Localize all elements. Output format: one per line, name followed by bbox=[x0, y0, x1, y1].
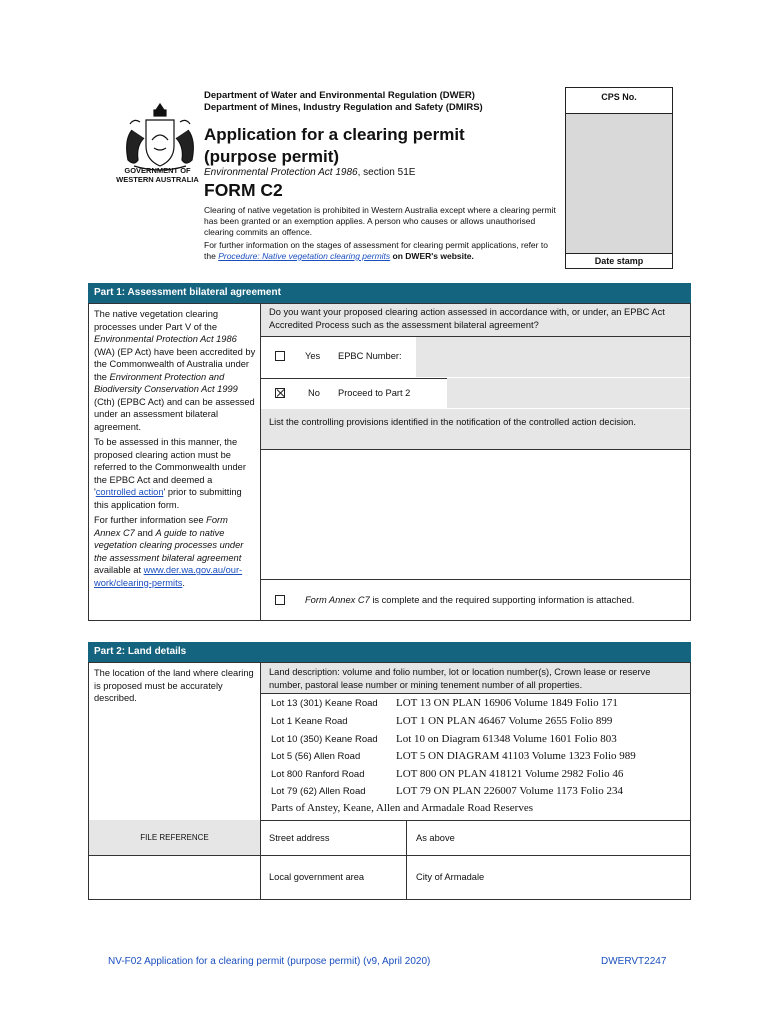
lot-name: Lot 5 (56) Allen Road bbox=[271, 751, 361, 762]
part1-header: Part 1: Assessment bilateral agreement bbox=[88, 283, 691, 303]
form-number: FORM C2 bbox=[204, 180, 283, 200]
lot-name: Lot 1 Keane Road bbox=[271, 716, 348, 727]
lga-row: Local government area City of Armadale bbox=[261, 855, 690, 900]
land-description-field[interactable] bbox=[261, 694, 690, 821]
clearing-permits-link[interactable]: www.der.wa.gov.au/our-work/clearing-permits bbox=[94, 565, 243, 588]
date-stamp-label: Date stamp bbox=[566, 253, 672, 268]
footer-form-id: NV-F02 Application for a clearing permit (purpose permit) (v9, April 2020) bbox=[108, 956, 431, 967]
act-reference: Environmental Protection Act 1986, section 51E bbox=[204, 167, 416, 178]
lot-detail: LOT 800 ON PLAN 418121 Volume 2982 Folio 46 bbox=[396, 768, 624, 780]
lot-detail: LOT 79 ON PLAN 226007 Volume 1173 Folio 234 bbox=[396, 785, 623, 797]
land-description-label: Land description: volume and folio number, lot or location number(s), Crown lease or reserve number, pastoral lease number or mining tenement number of all properties. bbox=[261, 663, 690, 694]
department-names: Department of Water and Environmental Regulation (DWER) Department of Mines, Industry Regulation and Safety (DMIRS) bbox=[204, 90, 483, 113]
lot-name: Lot 79 (62) Allen Road bbox=[271, 786, 366, 797]
road-reserves: Parts of Anstey, Keane, Allen and Armadale Road Reserves bbox=[271, 802, 533, 814]
lot-name: Lot 10 (350) Keane Road bbox=[271, 734, 378, 745]
lot-detail: LOT 1 ON PLAN 46467 Volume 2655 Folio 899 bbox=[396, 715, 613, 727]
lot-detail: LOT 5 ON DIAGRAM 41103 Volume 1323 Folio 989 bbox=[396, 750, 636, 762]
procedure-link[interactable]: Procedure: Native vegetation clearing permits bbox=[218, 251, 391, 261]
controlling-provisions-label: List the controlling provisions identified in the notification of the controlled action decision. bbox=[261, 409, 690, 450]
no-checkbox-checked[interactable] bbox=[275, 388, 285, 398]
yes-row: Yes EPBC Number: bbox=[261, 337, 690, 379]
street-address-field[interactable]: As above bbox=[416, 833, 455, 843]
lot-name: Lot 800 Ranford Road bbox=[271, 769, 365, 780]
file-reference-label: FILE REFERENCE bbox=[89, 820, 260, 856]
annex-checkbox[interactable] bbox=[275, 595, 285, 605]
no-row: No Proceed to Part 2 bbox=[261, 378, 690, 410]
epbc-number-field[interactable] bbox=[416, 337, 690, 377]
yes-checkbox[interactable] bbox=[275, 351, 285, 361]
cps-box bbox=[565, 87, 673, 269]
lot-name: Lot 13 (301) Keane Road bbox=[271, 698, 378, 709]
epbc-question: Do you want your proposed clearing action assessed in accordance with, or under, an EPBC Act Accredited Process such as the assessment bilateral agreement? bbox=[261, 304, 690, 337]
part2-header: Part 2: Land details bbox=[88, 642, 691, 662]
street-address-row: Street address As above bbox=[261, 820, 690, 856]
footer-code: DWERVT2247 bbox=[601, 956, 667, 967]
lga-field[interactable]: City of Armadale bbox=[416, 872, 485, 882]
cps-label: CPS No. bbox=[566, 88, 672, 114]
part2-left-text: The location of the land where clearing is proposed must be accurately described. bbox=[94, 668, 254, 703]
lot-detail: LOT 13 ON PLAN 16906 Volume 1849 Folio 171 bbox=[396, 697, 618, 709]
government-label: GOVERNMENT OF WESTERN AUSTRALIA bbox=[116, 166, 199, 184]
lot-detail: Lot 10 on Diagram 61348 Volume 1601 Folio 803 bbox=[396, 733, 617, 745]
intro-text: Clearing of native vegetation is prohibited in Western Australia except where a clearing permit has been granted or an exemption applies. A person who causes or allows unauthorised clearing commits an offence. For further information on the stages of assessment for clearing permit applications, refer to the Procedure: Native vegetation clearing permits on DWER's website. bbox=[204, 205, 556, 261]
controlled-action-link[interactable]: controlled action bbox=[95, 487, 164, 497]
controlling-provisions-field[interactable] bbox=[261, 450, 690, 580]
part1-left-text: The native vegetation clearing processes under Part V of the Environmental Protection Act 1986 (WA) (EP Act) have been accredited by the Commonwealth of Australia under the Environment Protection and Biodiversity Conservation Act 1999 (Cth) (EPBC Act) and can be assessed under an assessment bilateral agreement. To be assessed in this manner, the proposed clearing action must be referred to the Commonwealth under the EPBC Act and deemed a 'controlled action' prior to submitting this application form. For further information see Form Annex C7 and A guide to native vegetation clearing processes under the assessment bilateral agreement available at www.der.wa.gov.au/our-work/clearing-permits. bbox=[94, 309, 256, 588]
form-title: Application for a clearing permit (purpose permit) bbox=[204, 125, 465, 166]
annex-row: Form Annex C7 is complete and the required supporting information is attached. bbox=[261, 579, 690, 621]
